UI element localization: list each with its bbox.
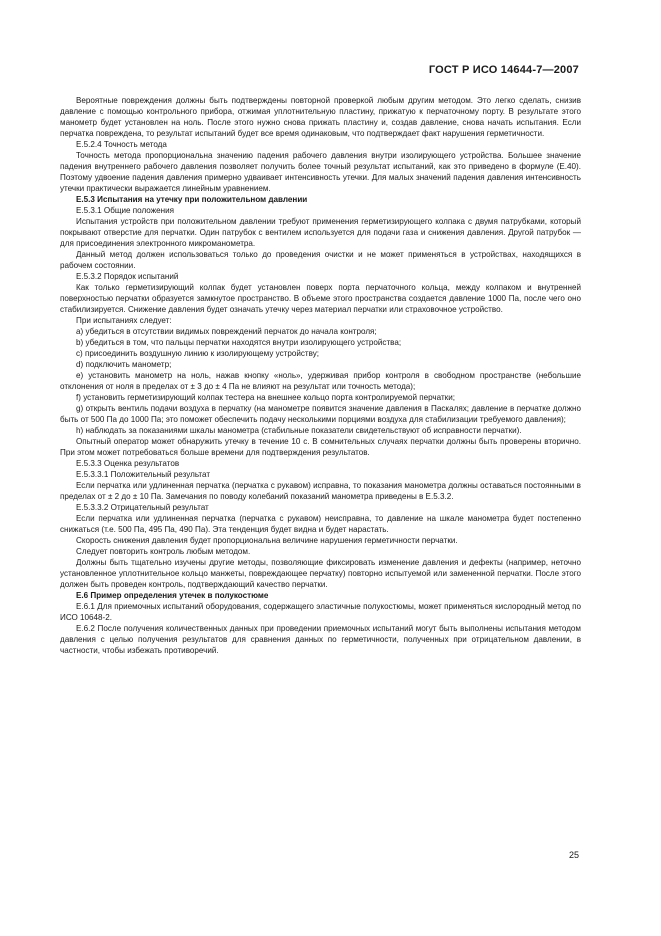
page-number: 25	[568, 850, 579, 860]
list-item: g) открыть вентиль подачи воздуха в перчатку (на манометре появится значение давления в Паскалях; давление в перчатке должно быть от 500 Па до 1000 Па; это поможет обеспечить подачу несколькими порциями воздуха для стабилизации требуемого давления);	[60, 404, 581, 424]
document-header: ГОСТ Р ИСО 14644-7—2007	[428, 64, 579, 76]
list-item: d) подключить манометр;	[76, 360, 172, 369]
subsection-heading: Е.5.3.3.1 Положительный результат	[76, 470, 211, 479]
paragraph: Если перчатка или удлиненная перчатка (перчатка с рукавом) неисправна, то давление на шкале манометра будет постепенно снижаться (т.е. 500 Па, 495 Па, 490 Па). Эта тенденция будет видна и будет нарастать.	[60, 514, 581, 534]
document-body	[60, 95, 581, 656]
list-item: a) убедиться в отсутствии видимых повреждений перчаток до начала контроля;	[76, 327, 377, 336]
section-heading: Е.6 Пример определения утечек в полукостюме	[76, 591, 269, 600]
paragraph: Вероятные повреждения должны быть подтверждены повторной проверкой любым другим методом. Это легко сделать, снизив давление с помощью контрольного прибора, отжимая уплотнительную пластину, прижатую к перчаточному порту. В результате этого манометр будет установлен на ноль. После этого нужно снова прижать пластину и, создав давление, снова начать испытания. Если перчатка повреждена, то результат испытаний будет все время одинаковым, что подтверждает факт нарушения герметичности.	[60, 96, 581, 138]
paragraph: Испытания устройств при положительном давлении требуют применения герметизирующего колпака с двумя патрубками, который покрывают отверстие для перчатки. Один патрубок с вентилем используется для подачи газа и снижения давления. Другой патрубок — для присоединения электронного микроманометра.	[60, 217, 581, 248]
list-item: f) установить герметизирующий колпак тестера на внешнее кольцо порта контролируемой перчатки;	[76, 393, 455, 402]
paragraph: При испытаниях следует:	[76, 316, 172, 325]
paragraph: Точность метода пропорциональна значению падения рабочего давления внутри изолирующего устройства. Большее значение падения внутреннего рабочего давления позволяет получить более точный результат испытаний, как это приведено в формуле (Е.40). Поэтому удвоение падения давления примерно удваивает интенсивность утечки. Для малых значений падения давления интенсивность утечки практически выражается линейным уравнением.	[60, 151, 581, 193]
paragraph: Данный метод должен использоваться только до проведения очистки и не может применяться в устройствах, находящихся в рабочем состоянии.	[60, 250, 581, 270]
list-item: c) присоединить воздушную линию к изолирующему устройству;	[76, 349, 320, 358]
subsection-heading: Е.5.3.2 Порядок испытаний	[76, 272, 179, 281]
paragraph: Опытный оператор может обнаружить утечку в течение 10 с. В сомнительных случаях перчатки должны быть проверены вторично. При этом может потребоваться больше времени для подтверждения результатов.	[60, 437, 581, 457]
subsection-heading: Е.5.3.1 Общие положения	[76, 206, 174, 215]
list-item: e) установить манометр на ноль, нажав кнопку «ноль», удерживая прибор контроля в свободном пространстве (небольшие отклонения от ноля в пределах от ± 3 до ± 4 Па не влияют на результат или точность метода);	[60, 371, 581, 391]
paragraph: Если перчатка или удлиненная перчатка (перчатка с рукавом) исправна, то показания манометра должны оставаться постоянными в пределах от ± 2 до ± 10 Па. Замечания по поводу колебаний показаний манометра приведены в Е.5.3.2.	[60, 481, 581, 501]
subsection-heading: Е.5.3.3 Оценка результатов	[76, 459, 180, 468]
list-item: h) наблюдать за показаниями шкалы манометра (стабильные показатели свидетельствуют об исправности перчатки).	[76, 426, 522, 435]
section-heading: Е.5.3 Испытания на утечку при положительном давлении	[76, 195, 308, 204]
paragraph: Должны быть тщательно изучены другие методы, позволяющие фиксировать изменение давления и дефекты (например, неточно установленное уплотнительное кольцо манжеты, повреждающее перчатку) повторно испытуемой или замененной перчатки. После этого должен быть проведен контроль, подтверждающий качество перчатки.	[60, 558, 581, 589]
subsection-heading: Е.5.3.3.2 Отрицательный результат	[76, 503, 209, 512]
paragraph: Следует повторить контроль любым методом.	[76, 547, 251, 556]
subsection-heading: Е.5.2.4 Точность метода	[76, 140, 167, 149]
paragraph: Скорость снижения давления будет пропорциональна величине нарушения герметичности перчатки.	[76, 536, 458, 545]
paragraph: Как только герметизирующий колпак будет установлен поверх порта перчаточного кольца, между колпаком и внутренней поверхностью перчатки образуется замкнутое пространство. В объеме этого пространства создается давление 1000 Па, после чего оно стабилизируется. Снижение давления будет означать утечку через материал перчатки или страховочное устройство.	[60, 283, 581, 314]
list-item: b) убедиться в том, что пальцы перчатки находятся внутри изолирующего устройства;	[76, 338, 402, 347]
paragraph: Е.6.1 Для приемочных испытаний оборудования, содержащего эластичные полукостюмы, может применяться кислородный метод по ИСО 10648-2.	[60, 602, 581, 622]
paragraph: Е.6.2 После получения количественных данных при проведении приемочных испытаний могут быть выполнены испытания методом давления с целью получения результатов для сравнения данных по герметичности, полученных при отрицательном давлении, в частности, чтобы избежать противоречий.	[60, 624, 581, 655]
